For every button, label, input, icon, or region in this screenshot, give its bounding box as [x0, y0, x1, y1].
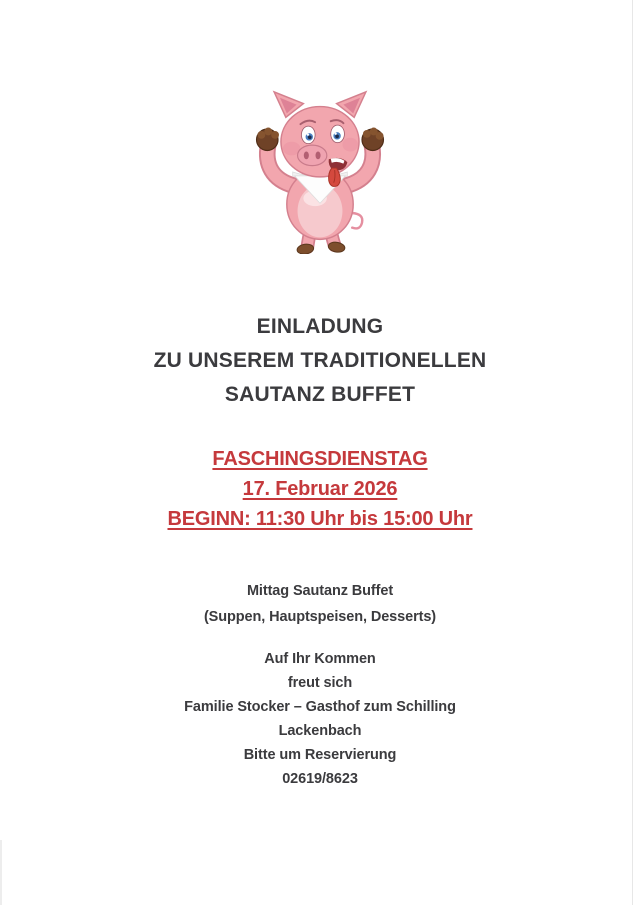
title-line-sautanz-buffet: SAUTANZ BUFFET	[224, 383, 416, 406]
menu-courses-line: (Suppen, Hauptspeisen, Desserts)	[203, 609, 437, 625]
host-block	[184, 647, 456, 791]
title-block	[154, 310, 487, 412]
event-time-line: BEGINN: 11:30 Uhr bis 15:00 Uhr	[167, 508, 473, 530]
scan-artifact-right-edge	[632, 0, 633, 905]
event-date-block	[167, 444, 472, 534]
cartoon-pig-icon	[245, 88, 395, 254]
pig-illustration	[245, 88, 395, 254]
title-line-einladung: EINLADUNG	[256, 315, 384, 338]
title-line-traditionellen: ZU UNSEREM TRADITIONELLEN	[153, 349, 487, 372]
event-date-line: 17. Februar 2026	[242, 478, 398, 500]
menu-title-line: Mittag Sautanz Buffet	[246, 583, 394, 599]
host-line-reservierung: Bitte um Reservierung	[243, 747, 397, 763]
host-line-familie: Familie Stocker – Gasthof zum Schilling	[184, 699, 456, 715]
menu-block	[204, 578, 436, 630]
host-line-freut-sich: freut sich	[287, 675, 353, 691]
host-line-kommen: Auf Ihr Kommen	[264, 651, 376, 667]
host-line-ort: Lackenbach	[278, 723, 362, 739]
host-line-telefon: 02619/8623	[282, 771, 358, 787]
event-day-line: FASCHINGSDIENSTAG	[212, 448, 428, 470]
scan-artifact-left-edge	[0, 840, 2, 905]
